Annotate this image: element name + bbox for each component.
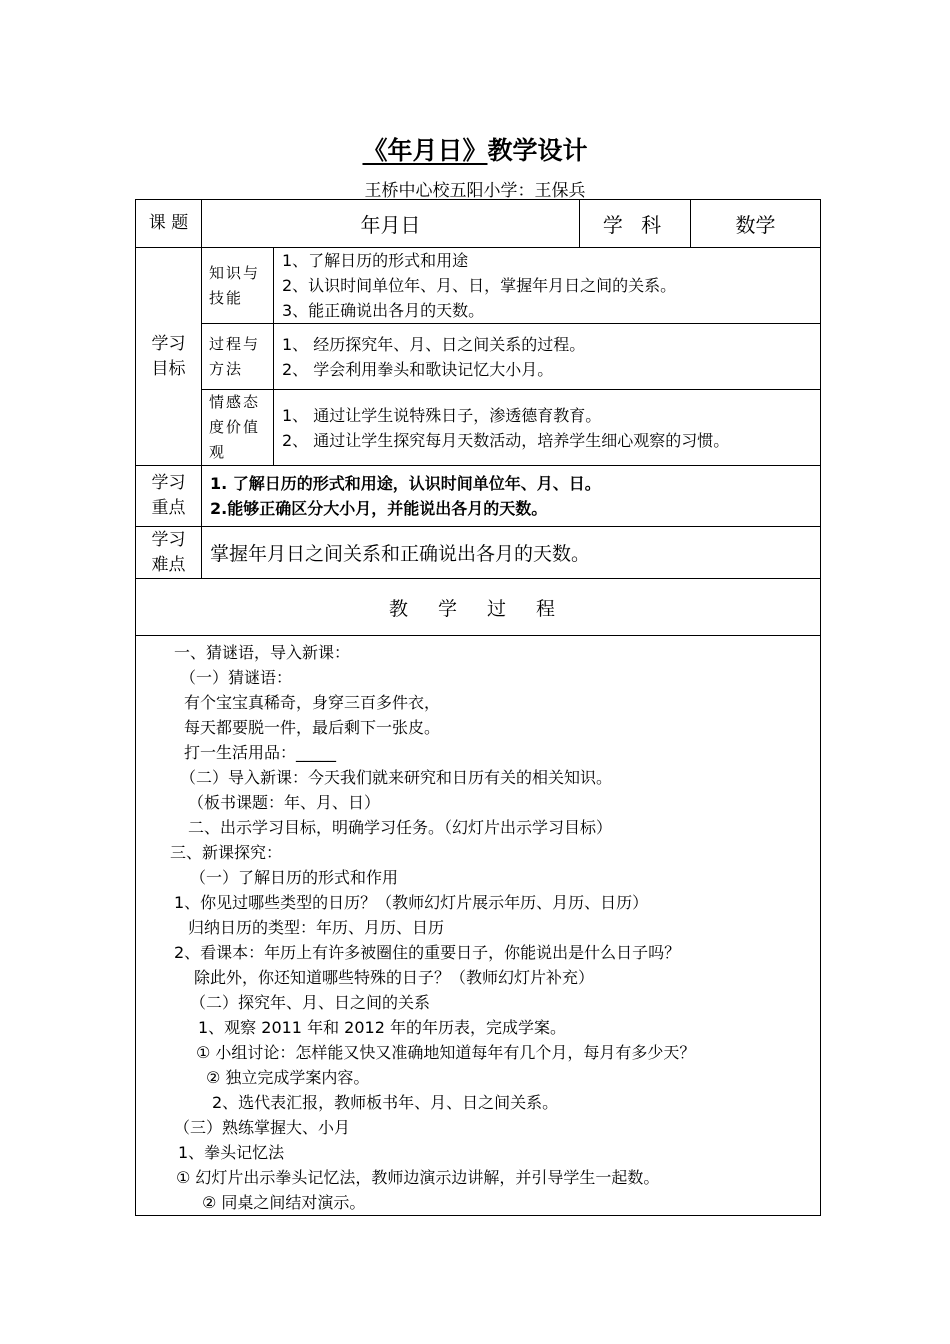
process-line: （板书课题：年、月、日）	[188, 793, 381, 812]
process-item: 2、 学会利用拳头和歌诀记忆大小月。	[282, 359, 554, 379]
process-line: 除此外，你还知道哪些特殊的日子？（教师幻灯片补充）	[194, 968, 595, 987]
key-points-content	[202, 466, 821, 527]
process-line: 三、新课探究：	[170, 843, 283, 862]
topic-label: 课 题	[136, 200, 202, 248]
goal-row-process	[136, 324, 821, 390]
document-title	[0, 131, 950, 167]
goals-label-line2: 目标	[151, 358, 186, 379]
header-row	[136, 200, 821, 248]
emotion-item: 2、 通过让学生探究每月天数活动，培养学生细心观察的习惯。	[282, 430, 730, 450]
difficulty-row	[136, 527, 821, 579]
process-line: ① 小组讨论：怎样能又快又准确地知道每年有几个月，每月有多少天？	[196, 1043, 696, 1062]
process-title: 教 学 过 程	[136, 579, 821, 636]
key-point-item: 1. 了解日历的形式和用途，认识时间单位年、月、日。	[210, 474, 601, 493]
difficulty-label-line2: 难点	[151, 554, 186, 575]
process-line: 一、猜谜语，导入新课：	[174, 643, 351, 662]
process-line: ② 同桌之间结对演示。	[202, 1193, 366, 1212]
key-points-label	[136, 466, 202, 527]
emotion-content	[274, 390, 821, 466]
key-point-item: 2.能够正确区分大小月，并能说出各月的天数。	[210, 499, 548, 518]
process-line: （二）导入新课：今天我们就来研究和日历有关的相关知识。	[180, 768, 613, 787]
process-title-row	[136, 579, 821, 636]
subject-label: 学 科	[580, 200, 691, 248]
process-line: 打一生活用品：_____	[184, 743, 337, 762]
process-line: （一）猜谜语：	[180, 668, 293, 687]
process-line: 二、出示学习目标，明确学习任务。（幻灯片出示学习目标）	[188, 818, 613, 837]
knowledge-item: 3、能正确说出各月的天数。	[282, 301, 485, 320]
goal-row-emotion	[136, 390, 821, 466]
process-label: 过程与方法	[202, 324, 274, 390]
subject-value: 数学	[691, 200, 821, 248]
process-line: ② 独立完成学案内容。	[206, 1068, 370, 1087]
author-line: 王桥中心校五阳小学：王保兵	[364, 181, 586, 201]
process-item: 1、 经历探究年、月、日之间关系的过程。	[282, 334, 586, 354]
process-line: 有个宝宝真稀奇，身穿三百多件衣，	[184, 693, 441, 712]
key-points-row	[136, 466, 821, 527]
goals-label	[136, 248, 202, 466]
emotion-item: 1、 通过让学生说特殊日子，渗透德育教育。	[282, 405, 602, 425]
process-line: 2、看课本：年历上有许多被圈住的重要日子，你能说出是什么日子吗？	[174, 943, 681, 962]
process-body	[136, 636, 821, 1216]
lesson-plan-table	[135, 199, 821, 1216]
knowledge-item: 2、认识时间单位年、月、日，掌握年月日之间的关系。	[282, 276, 677, 295]
knowledge-item: 1、了解日历的形式和用途	[282, 251, 469, 270]
process-line: 归纳日历的类型：年历、月历、日历	[188, 918, 445, 937]
process-line: ① 幻灯片出示拳头记忆法，教师边演示边讲解，并引导学生一起数。	[176, 1168, 660, 1187]
title-rest: 教学设计	[487, 136, 588, 165]
difficulty-label-line1: 学习	[151, 529, 186, 550]
process-line: 每天都要脱一件，最后剩下一张皮。	[184, 718, 441, 737]
process-body-row	[136, 636, 821, 1216]
process-line: （一）了解日历的形式和作用	[190, 868, 399, 887]
goals-label-line1: 学习	[151, 333, 186, 354]
knowledge-label: 知识与技能	[202, 248, 274, 324]
process-line: （二）探究年、月、日之间的关系	[190, 993, 431, 1012]
topic-value: 年月日	[202, 200, 580, 248]
process-line: 1、观察 2011 年和 2012 年的年历表，完成学案。	[198, 1018, 566, 1037]
emotion-label: 情感态度价值观	[202, 390, 274, 466]
difficulty-label	[136, 527, 202, 579]
knowledge-content	[274, 248, 821, 324]
goal-row-knowledge	[136, 248, 821, 324]
difficulty-content: 掌握年月日之间关系和正确说出各月的天数。	[202, 527, 821, 579]
key-points-label-line2: 重点	[151, 498, 186, 518]
process-line: 1、拳头记忆法	[178, 1143, 285, 1162]
process-line: 1、你见过哪些类型的日历？（教师幻灯片展示年历、月历、日历）	[174, 893, 649, 912]
title-main: 《年月日》	[362, 136, 488, 165]
process-content	[274, 324, 821, 390]
process-line: 2、选代表汇报，教师板书年、月、日之间关系。	[212, 1093, 559, 1112]
process-line: （三）熟练掌握大、小月	[174, 1118, 351, 1137]
key-points-label-line1: 学习	[151, 473, 186, 493]
